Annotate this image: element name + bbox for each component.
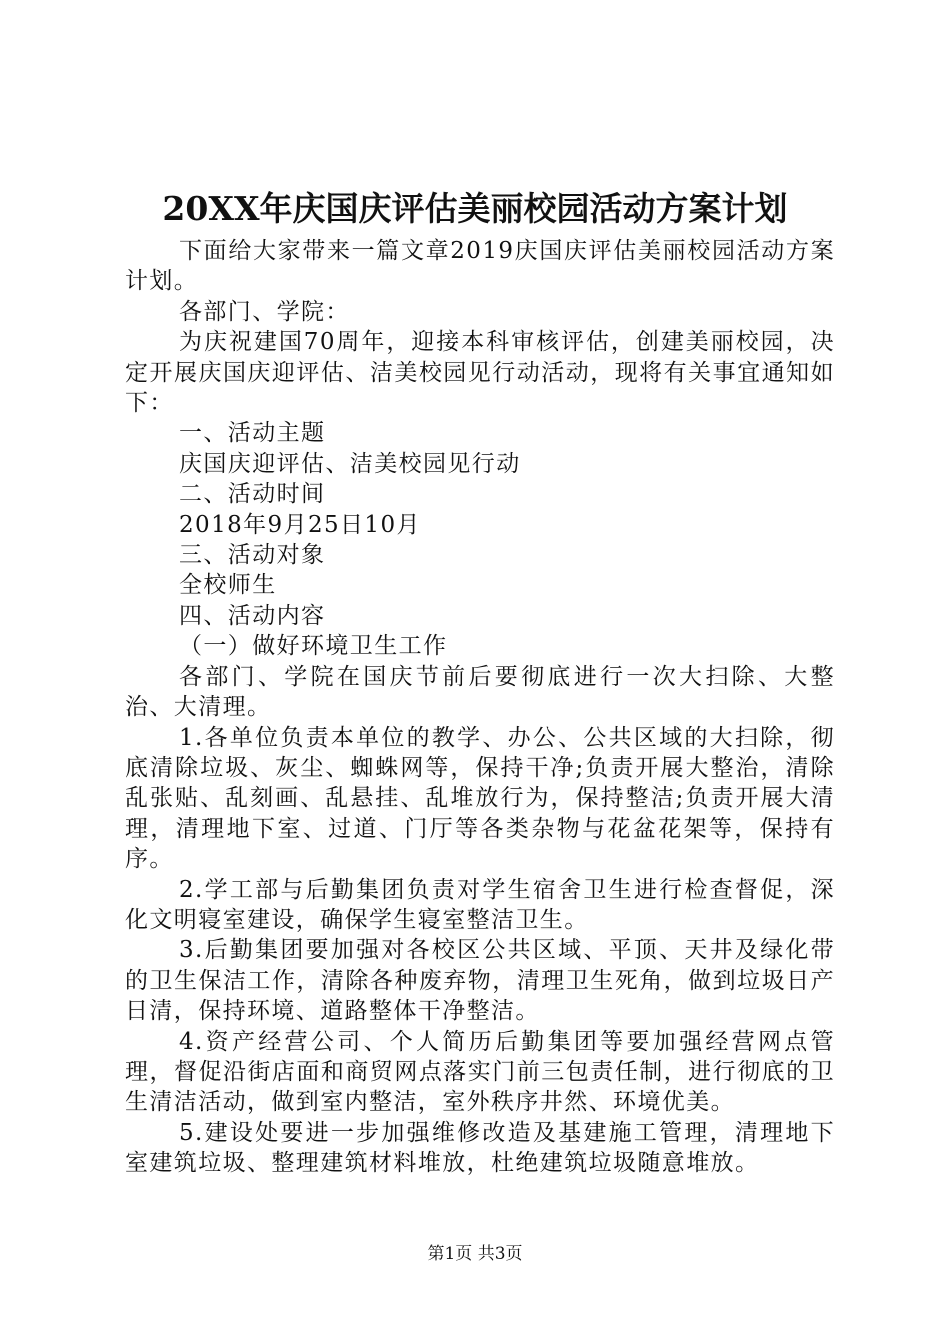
section-heading-theme: 一、活动主题 <box>179 420 326 447</box>
salutation: 各部门、学院： <box>179 298 350 325</box>
document-body <box>125 236 835 1179</box>
list-item-1: 1.各单位负责本单位的教学、办公、公共区域的大扫除，彻底清除垃圾、灰尘、蜘蛛网等，保持干净;负责开展大整治，清除乱张贴、乱刻画、乱悬挂、乱堆放行为，保持整洁;负责开展大清理，清理地下室、过道、门厅等各类杂物与花盆花架等，保持有序。 <box>125 724 835 873</box>
notice-paragraph: 为庆祝建国70周年，迎接本科审核评估，创建美丽校园，决定开展庆国庆迎评估、洁美校园见行动活动，现将有关事宜通知如下： <box>125 329 835 417</box>
section-heading-content: 四、活动内容 <box>179 602 326 629</box>
theme-text: 庆国庆迎评估、洁美校园见行动 <box>179 450 521 477</box>
audience-text: 全校师生 <box>179 572 277 599</box>
time-text: 2018年9月25日10月 <box>179 511 421 538</box>
subsection-heading: （一）做好环境卫生工作 <box>179 633 448 660</box>
page-indicator: 第1页 共3页 <box>427 1244 523 1264</box>
document-title: 20XX年庆国庆评估美丽校园活动方案计划 <box>162 189 788 228</box>
list-item-2: 2.学工部与后勤集团负责对学生宿舍卫生进行检查督促，深化文明寝室建设，确保学生寝室整洁卫生。 <box>125 876 835 933</box>
list-item-3: 3.后勤集团要加强对各校区公共区域、平顶、天井及绿化带的卫生保洁工作，清除各种废弃物，清理卫生死角，做到垃圾日产日清，保持环境、道路整体干净整洁。 <box>125 937 835 1025</box>
list-item-4: 4.资产经营公司、个人简历后勤集团等要加强经营网点管理，督促沿街店面和商贸网点落实门前三包责任制，进行彻底的卫生清洁活动，做到室内整洁，室外秩序井然、环境优美。 <box>125 1028 835 1116</box>
list-item-5: 5.建设处要进一步加强维修改造及基建施工管理，清理地下室建筑垃圾、整理建筑材料堆放，杜绝建筑垃圾随意堆放。 <box>125 1119 835 1177</box>
section-heading-time: 二、活动时间 <box>179 481 326 508</box>
section-heading-audience: 三、活动对象 <box>179 542 326 569</box>
intro-paragraph: 下面给大家带来一篇文章2019庆国庆评估美丽校园活动方案计划。 <box>125 238 835 295</box>
content-paragraph: 各部门、学院在国庆节前后要彻底进行一次大扫除、大整治、大清理。 <box>125 663 835 721</box>
